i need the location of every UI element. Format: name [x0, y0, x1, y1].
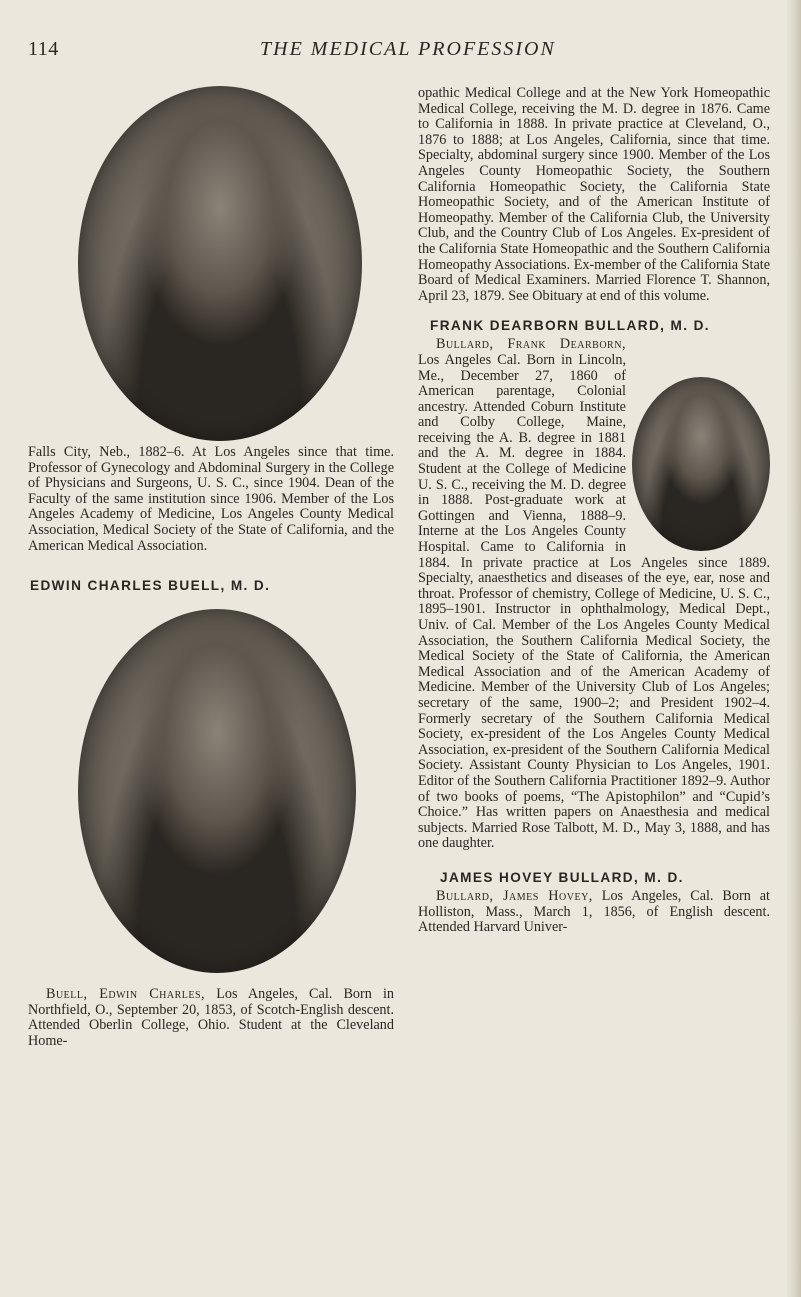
portrait-photo-2 [78, 609, 356, 973]
jh-bullard-biography [418, 889, 770, 936]
running-title: THE MEDICAL PROFESSION [260, 38, 556, 60]
fd-bullard-body: Los Angeles Cal. Born in Lincoln, Me., December 27, 1860 of American parentage, Colonial ancestry. Attended Coburn Institute and Colby College, Maine, receiving the A. B. degree in 1881 and the A. M. degree in 1884. Student at the College of Medicine U. S. C., receiving the M. D. degree in 1888. Post-graduate work at Gottingen and Vienna, 1888–9. Interne at the Los Angeles County Hospital. Came to California in 1884. In private practice at Los Angeles since 1889. Specialty, anaesthetics and diseases of the eye, ear, nose and throat. Professor of chemistry, College of Medicine, U. S. C., 1895–1901. Instructor in ophthalmology, Medical Dept., Univ. of Cal. Member of the Los Angeles County Medical Association, the Southern California Medical Society, the Medical Society of the State of California, the American Medical Association and of the American Academy of Medicine. Member of the University Club of Los Angeles; secretary of the same, 1900–2; and President 1902–4. Formerly secretary of the Southern California Medical Society, ex-president of the Los Angeles County Medical Association, ex-president of the Southern California Medical Society. Assistant County Physician to Los Angeles, 1901. Editor of the Southern California Practitioner 1892–9. Author of two books of poems, “The Apistophilon” and “Cupid’s Choice.” Has written papers on Anaesthesia and medical subjects. Married Rose Talbott, M. D., May 3, 1888, and has one daughter. [418, 351, 770, 852]
fd-bullard-name: Bullard, Frank Dearborn, [436, 336, 626, 353]
running-header [28, 38, 768, 64]
portrait-photo-3 [632, 377, 770, 551]
page-edge-shadow [787, 0, 801, 1297]
fd-bullard-biography [418, 337, 770, 852]
buell-name: Buell, Edwin Charles, [46, 986, 206, 1003]
buell-biography [28, 987, 394, 1049]
heading-jh-bullard: JAMES HOVEY BULLARD, M. D. [440, 869, 684, 885]
heading-buell: EDWIN CHARLES BUELL, M. D. [30, 578, 271, 594]
page-number: 114 [28, 38, 59, 60]
continued-biography-text: Falls City, Neb., 1882–6. At Los Angeles since that time. Professor of Gynecology and Abdominal Surgery in the College of Physicians and Surgeons, U. S. C., since 1904. Dean of the Faculty of the same institution since 1906. Member of the Los Angeles Academy of Medicine, Los Angeles County Medical Association, Medical Society of the State of California, and the American Medical Association. [28, 444, 394, 554]
buell-body: Los Angeles, Cal. Born in Northfield, O., September 20, 1853, of Scotch-English descent. Attended Oberlin College, Ohio. Student at the Cleveland Home- [28, 986, 394, 1049]
continued-biography-text-right: opathic Medical College and at the New York Homeopathic Medical College, receiving the M. D. degree in 1876. Came to California in 1888. In private practice at Cleveland, O., 1876 to 1888; at Los Angeles, California, since that time. Specialty, abdominal surgery since 1900. Member of the Los Angeles County Homeopathic Society, the Southern California Homeopathic Society, the California State Homeopathic Society, and of the American Institute of Homeopathy. Member of the California Club, the University Club, and the Country Club of Los Angeles. Ex-president of the California State Homeopathic and the Southern California Homeopathy Associations. Ex-member of the California State Board of Medical Examiners. Married Florence T. Shannon, April 23, 1879. See Obituary at end of this volume. [418, 85, 770, 304]
left-column [28, 86, 394, 1050]
portrait-photo-1 [78, 86, 362, 441]
jh-bullard-body: Los Angeles, Cal. Born at Holliston, Mass., March 1, 1856, of English descent. Attended Harvard Univer- [418, 887, 770, 936]
jh-bullard-name: Bullard, James Hovey, [436, 887, 593, 904]
heading-fd-bullard: FRANK DEARBORN BULLARD, M. D. [430, 318, 710, 334]
right-column [418, 86, 770, 936]
